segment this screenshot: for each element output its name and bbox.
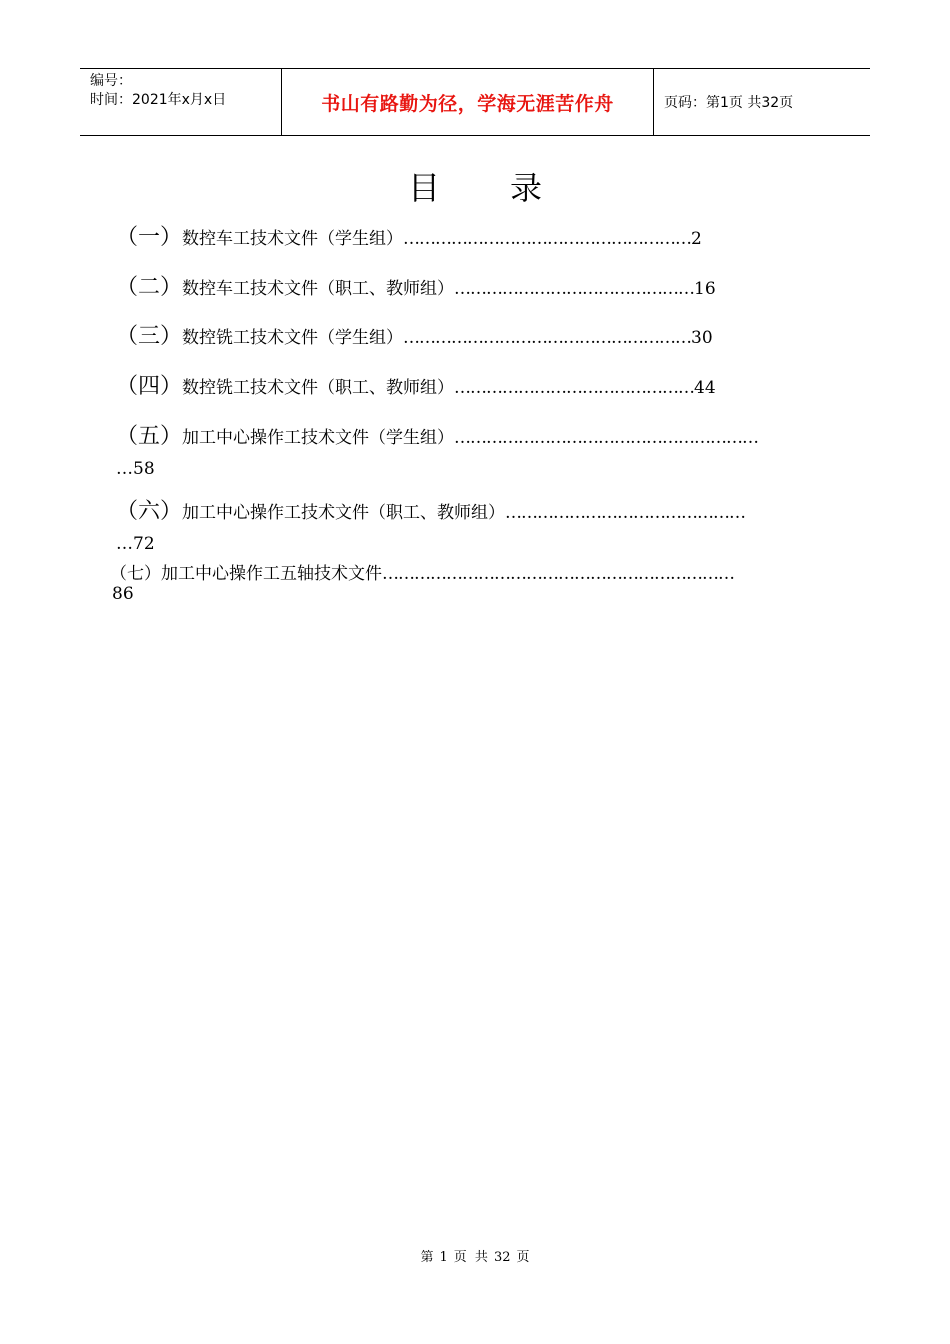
toc-entry-number: （一）: [116, 225, 183, 250]
toc-entry-page: 44: [694, 378, 716, 398]
toc-title: [0, 163, 950, 209]
document-date: 时间：2021年x月x日: [90, 92, 227, 108]
toc-entry-number: （六）: [116, 499, 183, 524]
toc-entry-text: 加工中心操作工五轴技术文件: [161, 564, 382, 584]
toc-entry-text: 数控铣工技术文件（职工、教师组）: [182, 378, 455, 398]
toc-entry-page: …58: [116, 459, 155, 479]
toc-entry-number: （三）: [116, 324, 183, 349]
toc-title-char-1: 目: [407, 169, 440, 207]
toc-entry-leader: ………………………………………: [454, 378, 695, 398]
toc-entry-page: 86: [112, 584, 134, 604]
header-middle-cell: [281, 69, 654, 135]
toc-entry-7-continuation[interactable]: [112, 584, 842, 604]
toc-entry-leader: ………………………………………………: [403, 229, 692, 249]
toc-entry-3[interactable]: [116, 319, 846, 350]
footer-suffix: 页: [516, 1250, 530, 1265]
toc-entry-text: 数控车工技术文件（学生组）: [182, 229, 404, 249]
header-left-cell: [80, 69, 281, 135]
toc-entry-number: （四）: [116, 374, 183, 399]
toc-entry-2[interactable]: [116, 270, 846, 301]
footer-middle: 页 共: [453, 1250, 488, 1265]
toc-entry-5[interactable]: [116, 419, 846, 450]
footer-current-page: 1: [439, 1250, 448, 1265]
toc-entry-leader: ………………………………………………: [403, 328, 692, 348]
toc-entry-page: 2: [691, 229, 702, 249]
toc-entry-6[interactable]: [116, 494, 846, 525]
toc-entry-5-continuation[interactable]: [116, 459, 846, 479]
toc-entry-page: …72: [116, 534, 155, 554]
page-footer: [0, 1246, 950, 1265]
toc-entry-7[interactable]: [110, 559, 840, 584]
toc-entry-leader: …………………………………………………………: [382, 564, 734, 584]
toc-entry-number: （七）: [110, 564, 161, 584]
toc-entry-text: 加工中心操作工技术文件（学生组）: [182, 428, 455, 448]
toc-entry-4[interactable]: [116, 369, 846, 400]
header-right-cell: [654, 69, 870, 135]
toc-entry-leader: ………………………………………: [454, 279, 695, 299]
header-motto: 书山有路勤为径，学海无涯苦作舟: [321, 92, 614, 115]
document-number-label: 编号：: [90, 73, 132, 89]
footer-total-pages: 32: [493, 1250, 511, 1265]
toc-entry-6-continuation[interactable]: [116, 534, 846, 554]
toc-entry-number: （二）: [116, 275, 183, 300]
toc-entry-number: （五）: [116, 424, 183, 449]
toc-entry-leader: ………………………………………: [505, 503, 746, 523]
footer-prefix: 第: [420, 1250, 434, 1265]
toc-entry-page: 16: [694, 279, 716, 299]
header-page-info: 页码：第1页 共32页: [664, 95, 794, 111]
toc-entry-1[interactable]: [116, 220, 846, 251]
page-header: [80, 68, 870, 136]
toc-entry-text: 数控车工技术文件（职工、教师组）: [182, 279, 455, 299]
toc-entry-text: 数控铣工技术文件（学生组）: [182, 328, 404, 348]
toc-title-char-2: 录: [510, 169, 543, 207]
toc-entry-leader: …………………………………………………: [454, 428, 759, 448]
toc-entry-text: 加工中心操作工技术文件（职工、教师组）: [182, 503, 506, 523]
toc-entry-page: 30: [691, 328, 713, 348]
